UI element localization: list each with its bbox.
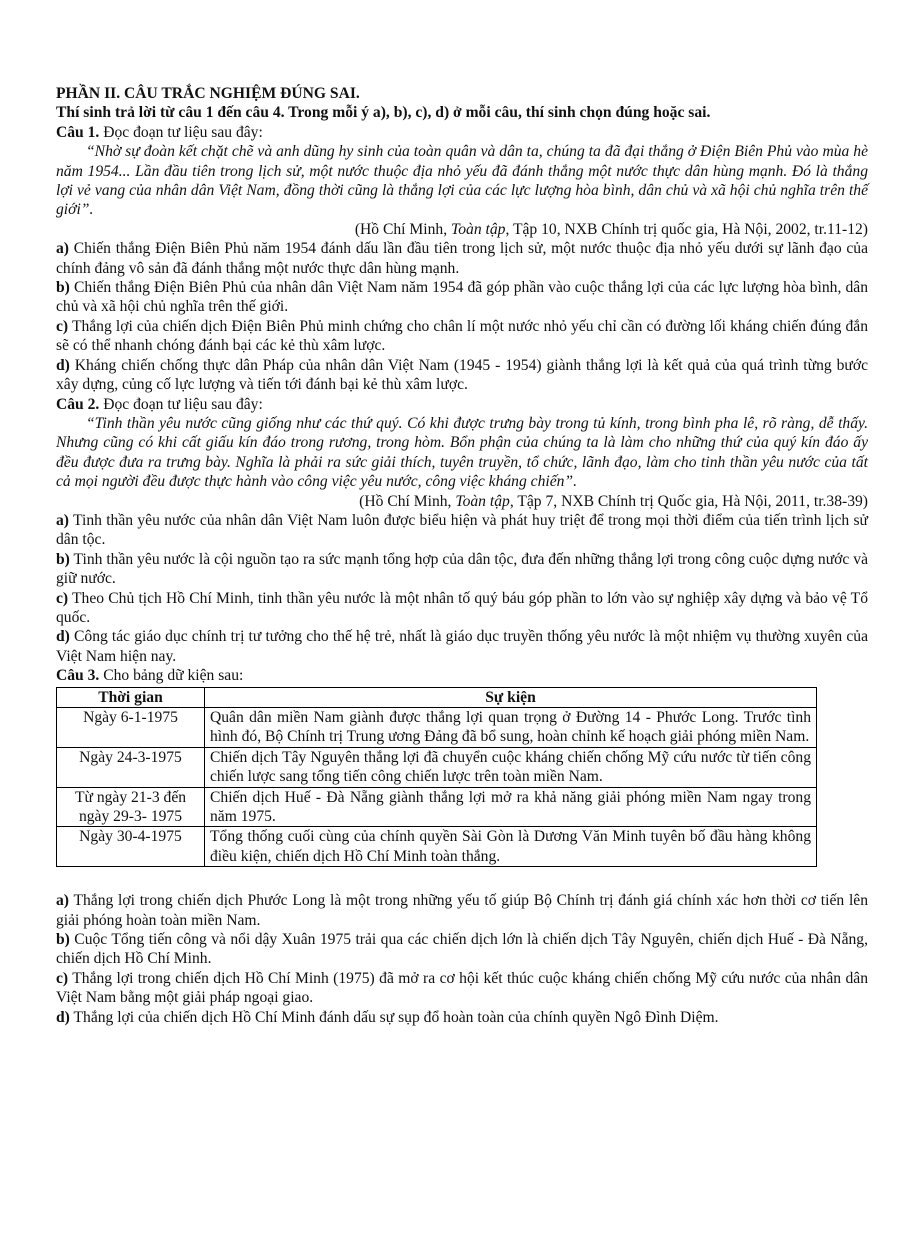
question-1-label: Câu 1. [56,123,100,141]
table-cell-time: Từ ngày 21-3 đến ngày 29-3- 1975 [57,787,205,827]
table-cell-event: Tổng thống cuối cùng của chính quyền Sài Gòn là Dương Văn Minh tuyên bố đầu hàng không điều kiện, chiến dịch Hồ Chí Minh toàn thắng. [205,827,817,867]
events-table [56,687,817,868]
question-1-quote: “Nhờ sự đoàn kết chặt chẽ và anh dũng hy sinh của toàn quân và dân ta, chúng ta đã đại thắng ở Điện Biên Phủ vào mùa hè năm 1954... Lần đầu tiên trong lịch sử, một nước thuộc địa nhỏ yếu đã đánh thắng một nước thực dân hùng mạnh. Đó là thắng lợi vẻ vang của nhân dân Việt Nam, đồng thời cũng là thắng lợi của các lực lượng hòa bình, dân chủ và xã hội chủ nghĩa trên thế giới”. [56,143,868,219]
table-header-row [57,687,817,707]
question-1-option-c: c) Thắng lợi của chiến dịch Điện Biên Phủ minh chứng cho chân lí một nước nhỏ yếu chỉ cần có đường lối kháng chiến đúng đắn sẽ có thể nhanh chóng đánh bại các kẻ thù xâm lược. [56,317,868,355]
question-2-quote: “Tinh thần yêu nước cũng giống như các thứ quý. Có khi được trưng bày trong tủ kính, trong bình pha lê, rõ ràng, dễ thấy. Nhưng cũng có khi cất giấu kín đáo trong rương, trong hòm. Bổn phận của chúng ta là làm cho những thứ của quý kín đáo ấy đều được đưa ra trưng bày. Nghĩa là phải ra sức giải thích, tuyên truyền, tổ chức, lãnh đạo, làm cho tinh thần yêu nước của tất cả mọi người đều được thực hành vào công việc yêu nước, công việc kháng chiến”. [56,414,868,491]
table-row [57,747,817,787]
question-1-intro: Câu 1. Đọc đoạn tư liệu sau đây: [56,123,263,141]
table-cell-time: Ngày 6-1-1975 [57,708,205,748]
exam-page [56,84,868,1027]
question-2-label: Câu 2. [56,395,100,413]
table-row [57,827,817,867]
question-1-option-a: a) Chiến thắng Điện Biên Phủ năm 1954 đánh dấu lần đầu tiên trong lịch sử, một nước thuộc địa nhỏ yếu dưới sự lãnh đạo của chính đảng vô sản đã đánh thắng một nước thực dân hùng mạnh. [56,240,868,277]
question-3-option-b: b) Cuộc Tổng tiến công và nổi dậy Xuân 1975 trải qua các chiến dịch lớn là chiến dịch Tây Nguyên, chiến dịch Huế - Đà Nẵng, chiến dịch Hồ Chí Minh. [56,931,868,968]
spacer [56,867,868,891]
question-3-option-d: d) Thắng lợi của chiến dịch Hồ Chí Minh đánh dấu sự sụp đổ hoàn toàn của chính quyền Ngô Đình Diệm. [56,1008,719,1026]
table-cell-event: Quân dân miền Nam giành được thắng lợi quan trọng ở Đường 14 - Phước Long. Trước tình hình đó, Bộ Chính trị Trung ương Đảng đã bổ sung, hoàn chỉnh kế hoạch giải phóng miền Nam. [205,708,817,748]
table-header-event: Sự kiện [205,687,817,707]
table-cell-event: Chiến dịch Tây Nguyên thắng lợi đã chuyển cuộc kháng chiến chống Mỹ cứu nước từ tiến công chiến lược sang tổng tiến công chiến lược trên toàn miền Nam. [205,747,817,787]
table-cell-event: Chiến dịch Huế - Đà Nẵng giành thắng lợi mở ra khả năng giải phóng miền Nam ngay trong năm 1975. [205,787,817,827]
question-2-option-d: d) Công tác giáo dục chính trị tư tưởng cho thế hệ trẻ, nhất là giáo dục truyền thống yêu nước là một nhiệm vụ thường xuyên của Việt Nam hiện nay. [56,628,868,665]
question-1-option-b: b) Chiến thắng Điện Biên Phủ của nhân dân Việt Nam năm 1954 đã góp phần vào cuộc thắng lợi của các lực lượng hòa bình, dân chủ và xã hội chủ nghĩa trên thế giới. [56,279,868,316]
question-1-source: (Hồ Chí Minh, Toàn tập, Tập 10, NXB Chính trị quốc gia, Hà Nội, 2002, tr.11-12) [354,220,868,238]
table-row [57,708,817,748]
question-2-option-b: b) Tinh thần yêu nước là cội nguồn tạo ra sức mạnh tổng hợp của dân tộc, đưa đến những thắng lợi trong công cuộc dựng nước và giữ nước. [56,550,868,588]
table-header-time: Thời gian [57,687,205,707]
question-3-label: Câu 3. [56,667,100,685]
question-3-intro: Câu 3. Cho bảng dữ kiện sau: [56,667,244,685]
part-title: PHẦN II. CÂU TRẮC NGHIỆM ĐÚNG SAI. [56,85,360,102]
table-cell-time: Ngày 30-4-1975 [57,827,205,867]
question-2-source: (Hồ Chí Minh, Toàn tập, Tập 7, NXB Chính trị Quốc gia, Hà Nội, 2011, tr.38-39) [359,492,868,510]
table-row [57,787,817,827]
question-2-option-c: c) Theo Chủ tịch Hồ Chí Minh, tinh thần yêu nước là một nhân tố quý báu góp phần to lớn vào sự nghiệp xây dựng và bảo vệ Tổ quốc. [56,589,868,626]
table-cell-time: Ngày 24-3-1975 [57,747,205,787]
question-3-option-c: c) Thắng lợi trong chiến dịch Hồ Chí Minh (1975) đã mở ra cơ hội kết thúc cuộc kháng chiến chống Mỹ cứu nước của nhân dân Việt Nam bằng một giải pháp ngoại giao. [56,969,868,1007]
question-3-option-a: a) Thắng lợi trong chiến dịch Phước Long là một trong những yếu tố giúp Bộ Chính trị đánh giá chính xác hơn thời cơ tiến lên giải phóng hoàn toàn miền Nam. [56,892,868,929]
instruction: Thí sinh trả lời từ câu 1 đến câu 4. Trong mỗi ý a), b), c), d) ở mỗi câu, thí sinh chọn đúng hoặc sai. [56,104,711,122]
question-2-option-a: a) Tinh thần yêu nước của nhân dân Việt Nam luôn được biểu hiện và phát huy triệt để trong mọi thời điểm của tiến trình lịch sử dân tộc. [56,511,868,549]
question-2-intro: Câu 2. Đọc đoạn tư liệu sau đây: [56,395,263,413]
question-1-option-d: d) Kháng chiến chống thực dân Pháp của nhân dân Việt Nam (1945 - 1954) giành thắng lợi là kết quả của quá trình từng bước xây dựng, củng cố lực lượng và tiến tới đánh bại kẻ thù xâm lược. [56,356,868,394]
